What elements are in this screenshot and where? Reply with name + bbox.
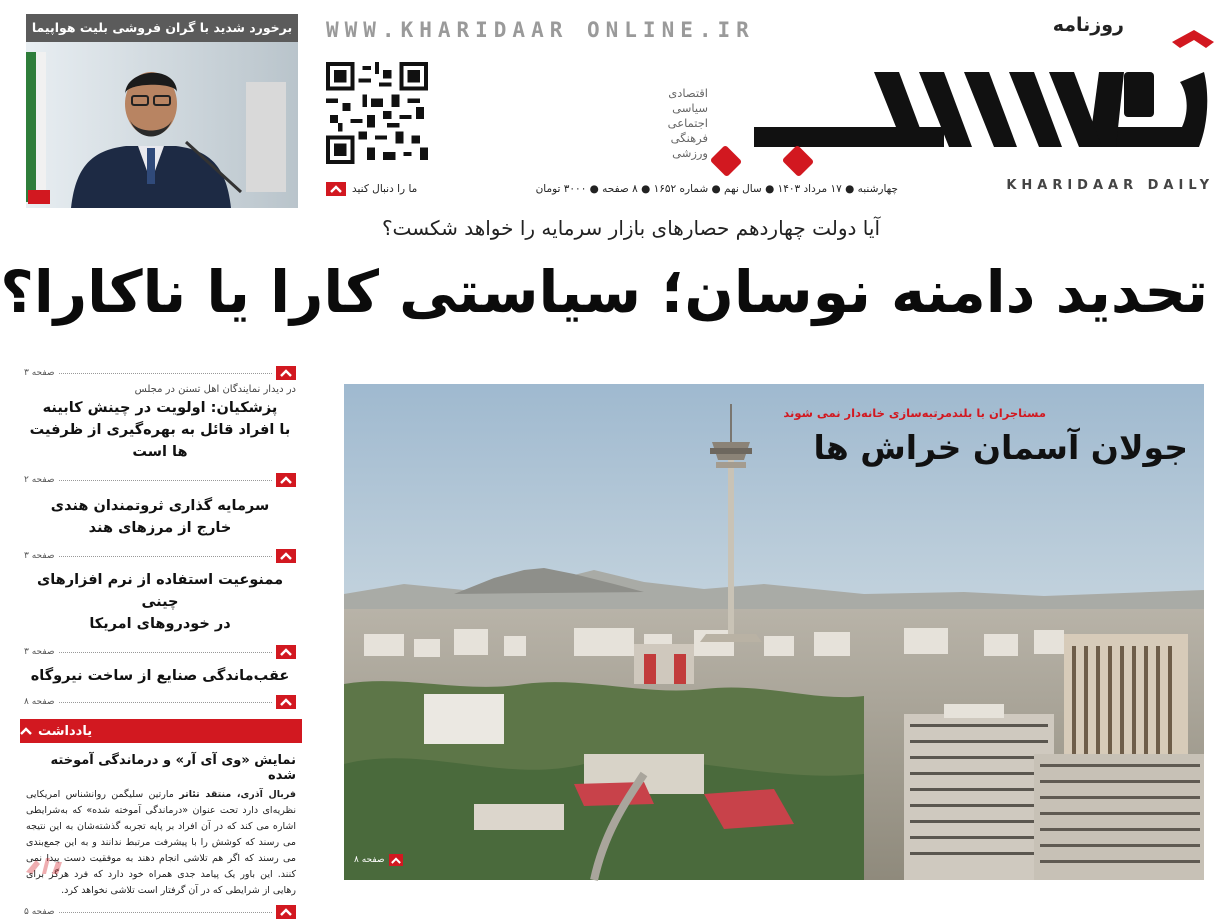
follow-label: ما را دنبال کنید [352, 183, 418, 195]
story-title-line: با افراد قائل به بهره‌گیری از ظرفیت ها است [29, 422, 291, 460]
page-number: صفحه ۸ [24, 697, 55, 707]
story-supertitle: در دیدار نمایندگان اهل تسنن در مجلس [134, 384, 296, 395]
note-body[interactable] [20, 787, 302, 905]
story-title-line: در خودروهای امریکا [89, 616, 231, 632]
lead-headline[interactable]: تحدید دامنه نوسان؛ سیاستی کارا یا ناکارا؟ [0, 258, 1208, 326]
story-title-line: سرمایه گذاری ثروتمندان هندی [50, 498, 270, 514]
sidebar [20, 362, 302, 917]
divider [59, 912, 272, 913]
note-section-bar[interactable] [20, 719, 302, 743]
jaar-logo [22, 852, 66, 880]
page-reference [24, 366, 296, 380]
beat-label: اجتماعی [667, 116, 708, 130]
page-number: صفحه ۸ [354, 855, 385, 865]
story-title-line: عقب‌ماندگی صنایع از ساخت نیروگاه [30, 668, 290, 684]
sidebar-item[interactable] [20, 545, 302, 641]
page-reference [24, 549, 296, 563]
note-text: مارتین سلیگمن روانشناس امریکایی نظریه‌ای دارد تحت عنوان «درماندگی آموخته شده» که به‌شرایطی اشاره می کند که در آن افراد بر پایه تجربه گذشته‌شان به این نتیجه می رسند که کوشش را با پیشرفت مرتبط ندانند و به این جمع‌بندی می رسند که اگر هم تلاشی انجام دهند به موفقیت دست پیدا نمی کنند. این باور یک پیامد جدی همراه خود دارد که فرد هرگز برای رهایی از شرایطی که در آن گرفتار است تلاشی نخواهد کرد. [26, 789, 296, 896]
sidebar-item[interactable] [20, 362, 302, 469]
story-title[interactable] [24, 495, 296, 539]
beat-label: ورزشی [672, 146, 708, 160]
chevron-up-icon [276, 695, 296, 709]
divider [59, 652, 272, 653]
story-title-line: پزشکیان: اولویت در چینش کابینه [42, 400, 278, 416]
divider [59, 480, 272, 481]
story-title[interactable] [24, 397, 296, 463]
story-title[interactable] [24, 665, 296, 687]
follow-us[interactable] [326, 182, 417, 196]
daily-label: KHARIDAAR DAILY [1006, 178, 1214, 193]
story-title-line: ممنوعیت استفاده از نرم افزارهای چینی [36, 572, 284, 610]
note-label: یادداشت [38, 723, 93, 739]
page-number: صفحه ۲ [24, 475, 55, 485]
page-number: صفحه ۵ [24, 907, 55, 917]
beat-label: سیاسی [672, 101, 708, 115]
page-reference [24, 473, 296, 487]
story-title-line: خارج از مرزهای هند [88, 520, 232, 536]
beat-label: اقتصادی [668, 86, 708, 100]
lead-kicker[interactable]: آیا دولت چهاردهم حصارهای بازار سرمایه را خواهد شکست؟ [381, 216, 880, 240]
chevron-up-icon [276, 645, 296, 659]
site-url[interactable]: WWW.KHARIDAAR ONLINE.IR [326, 18, 755, 42]
edition-label: روزنامه [1052, 14, 1124, 36]
chevron-up-icon [20, 727, 32, 735]
chevron-up-icon [276, 905, 296, 919]
page-reference [24, 695, 296, 709]
page-reference [20, 905, 302, 919]
beat-label: فرهنگی [670, 131, 708, 145]
chevron-up-icon [326, 182, 346, 196]
note-title[interactable]: نمایش «وی آی آر» و درماندگی آموخته شده [50, 753, 296, 783]
page-number: صفحه ۳ [24, 551, 55, 561]
photo-kicker[interactable]: مستاجران با بلندمرتبه‌سازی خانه‌دار نمی شوند [783, 406, 1046, 420]
note-author: فربال آذری، منتقد تئاتر [179, 789, 296, 800]
divider [59, 556, 272, 557]
promo-headline[interactable]: برخورد شدید با گران فروشی بلیت هواپیما [26, 14, 298, 42]
sidebar-item[interactable] [20, 641, 302, 715]
chevron-up-icon [276, 473, 296, 487]
page-number: صفحه ۳ [24, 647, 55, 657]
promo-photo [26, 42, 298, 208]
chevron-up-icon [276, 366, 296, 380]
page-number: صفحه ۳ [24, 368, 55, 378]
masthead [320, 0, 1220, 200]
qr-code[interactable] [326, 62, 428, 164]
chevron-up-icon [276, 549, 296, 563]
photo-title[interactable]: جولان آسمان خراش ها [813, 428, 1188, 467]
story-title[interactable] [24, 569, 296, 635]
promo-box[interactable] [26, 14, 298, 208]
sidebar-item[interactable] [20, 469, 302, 545]
divider [59, 702, 272, 703]
issue-info: چهارشنبه ● ۱۷ مرداد ۱۴۰۳ ● سال نهم ● شماره ۱۶۵۲ ● ۸ صفحه ● ۳۰۰۰ تومان [535, 183, 898, 195]
main-photo[interactable] [344, 384, 1204, 880]
divider [59, 373, 272, 374]
page-reference [354, 854, 403, 866]
chevron-up-icon [389, 854, 403, 866]
kharidaar-logo[interactable] [694, 32, 1214, 182]
page-reference [24, 645, 296, 659]
